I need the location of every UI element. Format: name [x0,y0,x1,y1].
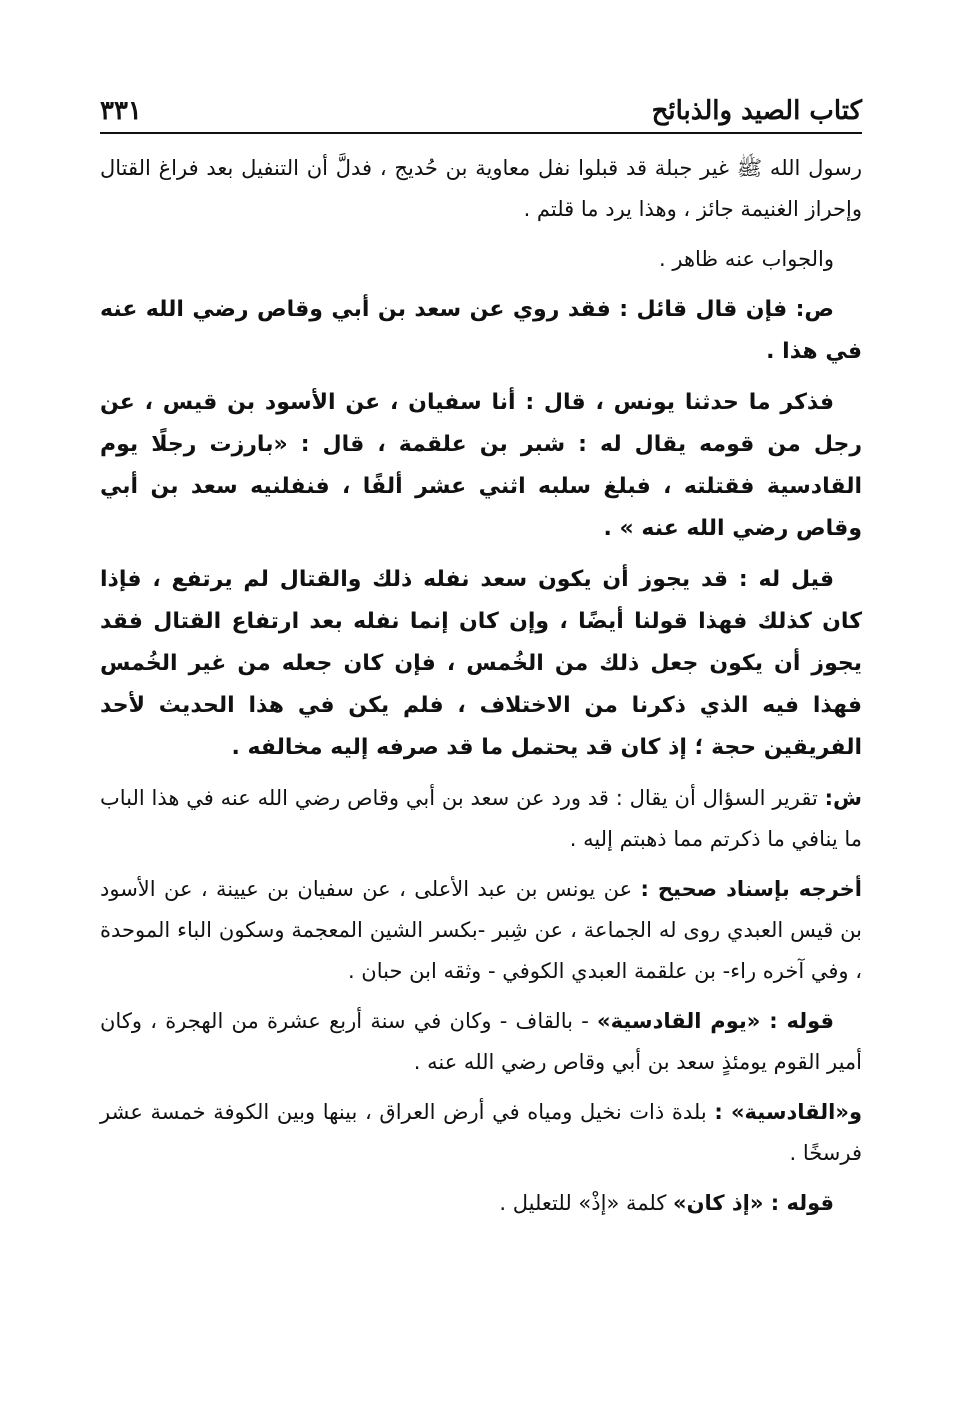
chapter-title: كتاب الصيد والذبائح [651,96,862,126]
paragraph-text: - بالقاف - وكان في سنة أربع عشرة من الهجرة ، وكان أمير القوم يومئذٍ سعد بن أبي وقاص رضي الله عنه . [100,1009,862,1074]
page-body [100,148,862,1224]
paragraph-text: بلدة ذات نخيل ومياه في أرض العراق ، بينها وبين الكوفة خمسة عشر فرسخًا . [100,1100,862,1165]
page-number: ٣٣١ [100,96,142,126]
paragraph-matn-reply [100,559,862,769]
paragraph-qadisiyya-definition [100,1092,862,1174]
paragraph-lead: قوله : «إذ كان» [673,1191,834,1215]
paragraph-lead: أخرجه بإسناد صحيح : [640,877,863,901]
paragraph-text: تقرير السؤال أن يقال : قد ورد عن سعد بن أبي وقاص رضي الله عنه في هذا الباب ما ينافي ما ذكرتم مما ذهبتم إليه . [100,786,862,851]
running-header [100,78,862,134]
paragraph-text: قيل له : قد يجوز أن يكون سعد نفله ذلك والقتال لم يرتفع ، فإذا كان كذلك فهذا قولنا أيضًا ، وإن كان إنما نفله بعد ارتفاع القتال فقد يجوز أن يكون جعل ذلك من الخُمس ، فإن كان جعله من غير الخُمس فهذا فيه الذي ذكرنا من الاختلاف ، فلم يكن في هذا الحديث لأحد الفريقين حجة ؛ إذ كان قد يحتمل ما قد صرفه إليه مخالفه . [100,567,862,760]
paragraph-text: والجواب عنه ظاهر . [659,247,834,271]
paragraph-text: فإن قال قائل : فقد روي عن سعد بن أبي وقاص رضي الله عنه في هذا . [100,297,862,364]
paragraph-lead: و«القادسية» : [714,1100,862,1124]
paragraph-qawluhu-idh-kan [100,1183,862,1224]
paragraph-text: رسول الله ﷺ غير جبلة قد قبلوا نفل معاوية بن حُديج ، فدلَّ أن التنفيل بعد فراغ القتال وإحراز الغنيمة جائز ، وهذا يرد ما قلتم . [100,156,862,221]
paragraph-lead: قوله : «يوم القادسية» [597,1009,835,1033]
paragraph-text: عن يونس بن عبد الأعلى ، عن سفيان بن عيينة ، عن الأسود بن قيس العبدي روى له الجماعة ، عن شِبر -بكسر الشين المعجمة وسكون الباء الموحدة ، وفي آخره راء- بن علقمة العبدي الكوفي - وثقه ابن حبان . [100,877,862,983]
paragraph-lead: ش: [824,786,862,810]
paragraph-matn-hadith [100,382,862,550]
paragraph-sharh [100,778,862,860]
paragraph-matn-question [100,289,862,373]
paragraph-lead: ص: [795,297,834,322]
paragraph-continuation [100,148,862,230]
paragraph-text: كلمة «إذْ» للتعليل . [499,1191,673,1215]
paragraph-answer [100,239,862,280]
paragraph-qawluhu-qadisiyya [100,1001,862,1083]
book-page [100,78,862,1397]
paragraph-text: فذكر ما حدثنا يونس ، قال : أنا سفيان ، عن الأسود بن قيس ، عن رجل من قومه يقال له : شبر بن علقمة ، قال : «بارزت رجلًا يوم القادسية فقتلته ، فبلغ سلبه اثني عشر ألفًا ، فنفلنيه سعد بن أبي وقاص رضي الله عنه » . [100,390,862,541]
paragraph-takhrij [100,869,862,992]
